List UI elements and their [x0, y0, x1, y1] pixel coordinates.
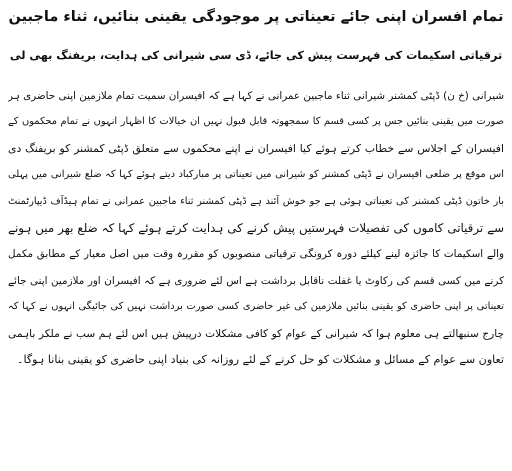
body-line: بار خاتون ڈپٹی کمشنر کی تعیناتی ہوئی ہے جو خوش آئند ہے ڈپٹی کمشنر ثناء ماجبین عمرانی نے تمام ہیڈآف ڈیپارٹمنٹ — [8, 195, 504, 207]
body-line: افیسران کے اجلاس سے خطاب کرتے ہوئے کیا افیسران نے اپنے محکموں سے متعلق ڈپٹی کمشنر کو بریفنگ دی — [8, 141, 504, 155]
body-line: والے اسکیمات کا جائزہ لینے کیلئے دورہ کرونگی ترقیاتی منصوبوں کو مقررہ وقت میں اصل معیار کے مطابق مکمل — [8, 248, 504, 261]
article-body — [8, 83, 504, 373]
body-line: چارج سنبھالتے ہی معلوم ہوا کہ شیرانی کے عوام کو کافی مشکلات درپیش ہیں اس لئے ہم سب نے ملکر باہمی — [8, 327, 504, 340]
headline-secondary: ترقیاتی اسکیمات کی فہرست پیش کی جائے، ڈی سی شیرانی کی ہدایت، بریفنگ بھی لی — [9, 49, 503, 62]
body-line: کرنے میں کسی قسم کی رکاوٹ یا غفلت ناقابل برداشت ہے اس لئے ضروری ہے کہ افیسران اور ملازمین اپنی جائے — [8, 274, 504, 287]
body-line: تعیناتی پر اپنی حاضری کو یقینی بنائیں ملازمین کی غیر حاضری کسی صورت برداشت نہیں کی جائیگی انہوں نے کہا کہ — [8, 301, 504, 313]
body-line: شیرانی (خ ن) ڈپٹی کمشنر شیرانی ثناء ماجبین عمرانی نے کہا ہے کہ افیسران سمیت تمام ملازمین اپنی حاضری ہر — [8, 90, 504, 102]
body-line: اس موقع پر ضلعی افیسران نے ڈپٹی کمشنر کو شیرانی میں تعیناتی پر مبارکباد دیتے ہوئے کہا کہ ضلع شیرانی میں پہلی — [8, 169, 504, 181]
body-line: تعاون سے عوام کے مسائل و مشکلات کو حل کرنے کے لئے روزانہ کی بنیاد اپنی حاضری کو یقینی بنانا ہوگا۔ — [16, 352, 504, 366]
headline-primary: تمام افسران اپنی جائے تعیناتی پر موجودگی یقینی بنائیں، ثناء ماجبین — [8, 9, 504, 25]
body-line: صورت میں یقینی بنائیں جس پر کسی قسم کا سمجھوتہ قابل قبول نہیں ان خیالات کا اظہار انہوں نے تمام محکموں کے — [8, 116, 504, 128]
body-line: سے ترقیاتی کاموں کی تفصیلات فہرستیں پیش کرنے کی ہدایت کرتے ہوئے کہا کہ ضلع بھر میں ہونے — [8, 220, 504, 235]
